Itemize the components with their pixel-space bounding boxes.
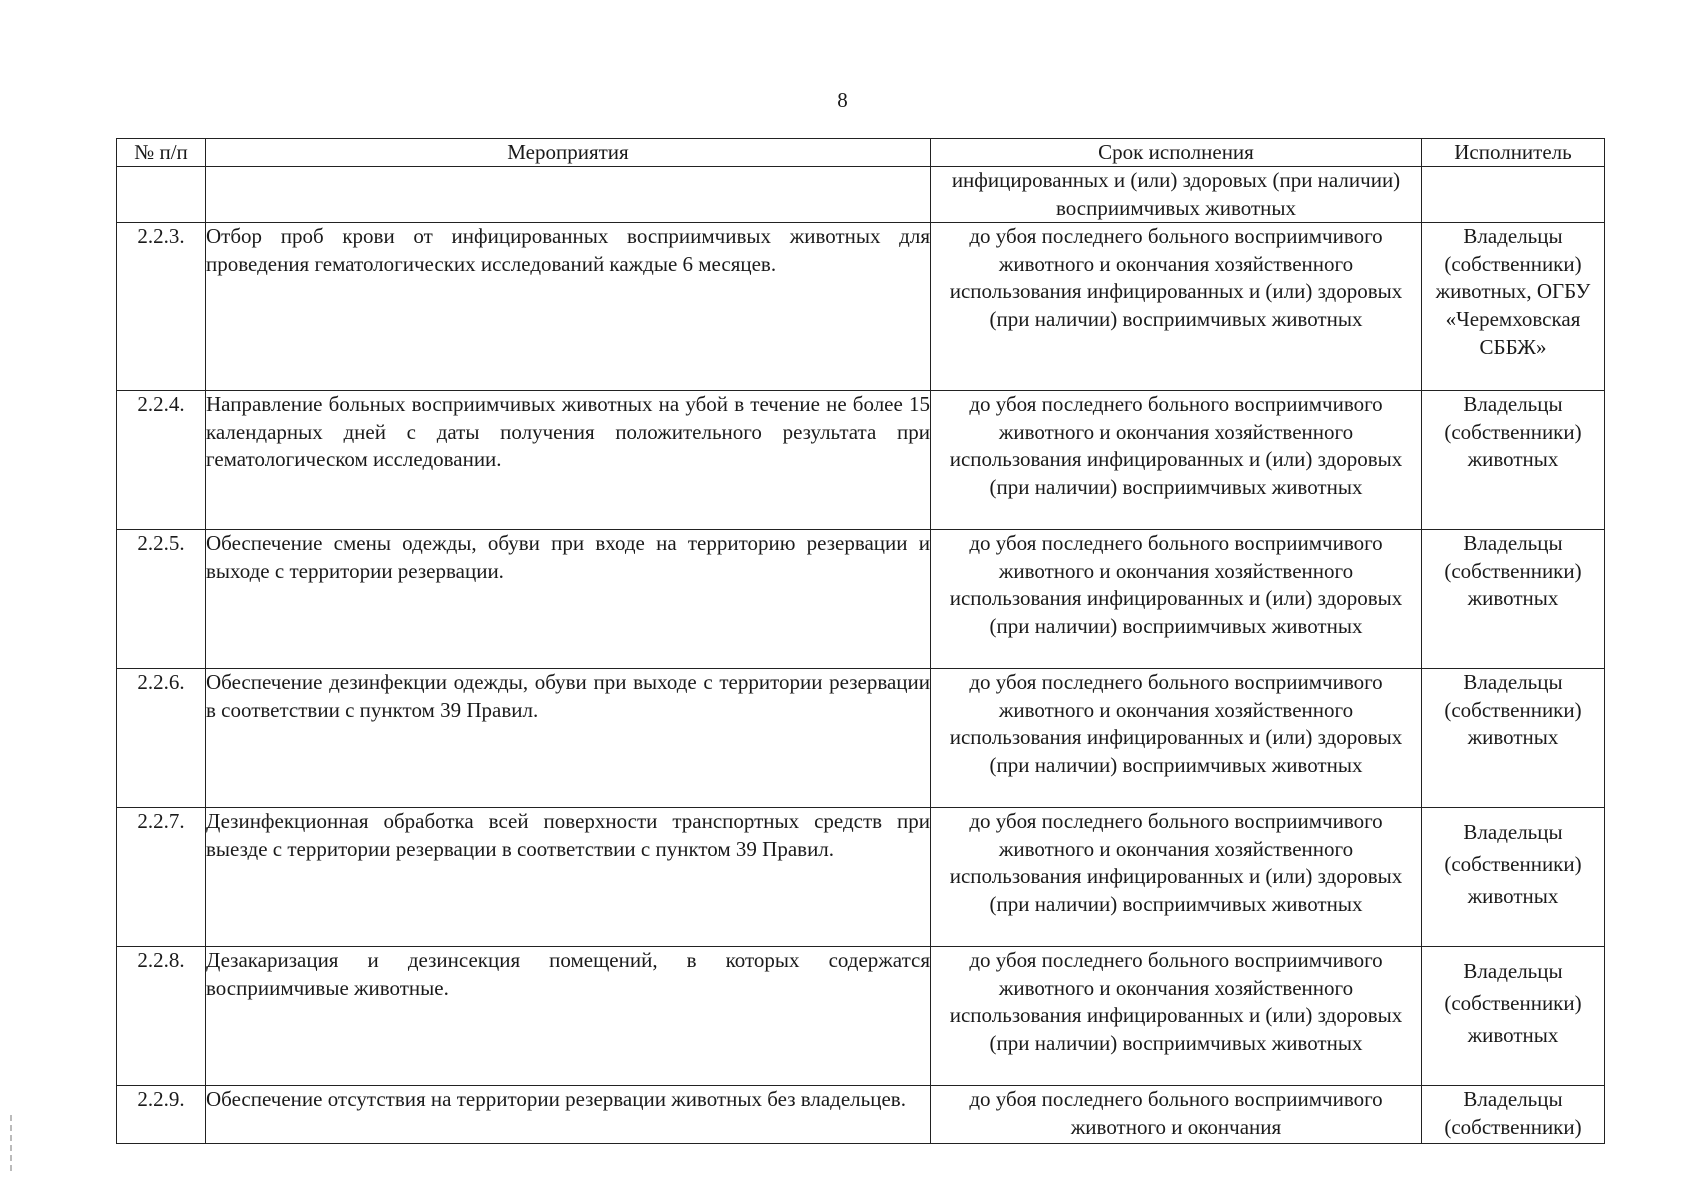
cell-activity: Обеспечение смены одежды, обуви при входе на территорию резервации и выходе с территории резервации. [206, 530, 931, 669]
header-term: Срок исполнения [931, 139, 1422, 167]
cell-num: 2.2.6. [117, 669, 206, 808]
cell-num: 2.2.3. [117, 223, 206, 391]
table-row [117, 669, 1605, 808]
cell-num: 2.2.4. [117, 391, 206, 530]
cell-term: до убоя последнего больного восприимчивого животного и окончания хозяйственного использования инфицированных и (или) здоровых (при наличии) восприимчивых животных [931, 669, 1422, 808]
cell-term: инфицированных и (или) здоровых (при наличии) восприимчивых животных [931, 167, 1422, 223]
table-row [117, 1086, 1605, 1144]
cell-executor: Владельцы (собственники) животных, ОГБУ «Черемховская СББЖ» [1422, 223, 1605, 391]
cell-executor: Владельцы (собственники) животных [1422, 669, 1605, 808]
cell-num: 2.2.5. [117, 530, 206, 669]
scan-margin-mark [10, 1115, 12, 1175]
cell-term: до убоя последнего больного восприимчивого животного и окончания [931, 1086, 1422, 1144]
cell-executor: Владельцы (собственники) животных [1422, 530, 1605, 669]
cell-term: до убоя последнего больного восприимчивого животного и окончания хозяйственного использования инфицированных и (или) здоровых (при наличии) восприимчивых животных [931, 947, 1422, 1086]
cell-executor: Владельцы (собственники) животных [1422, 947, 1605, 1086]
cell-term: до убоя последнего больного восприимчивого животного и окончания хозяйственного использования инфицированных и (или) здоровых (при наличии) восприимчивых животных [931, 530, 1422, 669]
cell-activity: Обеспечение дезинфекции одежды, обуви при выходе с территории резервации в соответствии с пунктом 39 Правил. [206, 669, 931, 808]
cell-num [117, 167, 206, 223]
cell-term: до убоя последнего больного восприимчивого животного и окончания хозяйственного использования инфицированных и (или) здоровых (при наличии) восприимчивых животных [931, 391, 1422, 530]
cell-activity: Отбор проб крови от инфицированных восприимчивых животных для проведения гематологических исследований каждые 6 месяцев. [206, 223, 931, 391]
table-row [117, 391, 1605, 530]
measures-table [116, 138, 1605, 1144]
table-row [117, 530, 1605, 669]
cell-executor: Владельцы (собственники) [1422, 1086, 1605, 1144]
cell-num: 2.2.7. [117, 808, 206, 947]
table-header-row [117, 139, 1605, 167]
cell-term: до убоя последнего больного восприимчивого животного и окончания хозяйственного использования инфицированных и (или) здоровых (при наличии) восприимчивых животных [931, 223, 1422, 391]
cell-executor: Владельцы (собственники) животных [1422, 808, 1605, 947]
cell-activity: Дезакаризация и дезинсекция помещений, в которых содержатся восприимчивые животные. [206, 947, 931, 1086]
cell-activity [206, 167, 931, 223]
cell-num: 2.2.9. [117, 1086, 206, 1144]
cell-activity: Направление больных восприимчивых животных на убой в течение не более 15 календарных дней с даты получения положительного результата при гематологическом исследовании. [206, 391, 931, 530]
cell-executor [1422, 167, 1605, 223]
header-activity: Мероприятия [206, 139, 931, 167]
table-row-continuation [117, 167, 1605, 223]
page-number: 8 [837, 88, 848, 112]
table-row [117, 808, 1605, 947]
cell-num: 2.2.8. [117, 947, 206, 1086]
cell-term: до убоя последнего больного восприимчивого животного и окончания хозяйственного использования инфицированных и (или) здоровых (при наличии) восприимчивых животных [931, 808, 1422, 947]
table-row [117, 223, 1605, 391]
header-executor: Исполнитель [1422, 139, 1605, 167]
header-num: № п/п [117, 139, 206, 167]
cell-activity: Обеспечение отсутствия на территории резервации животных без владельцев. [206, 1086, 931, 1144]
cell-executor: Владельцы (собственники) животных [1422, 391, 1605, 530]
cell-activity: Дезинфекционная обработка всей поверхности транспортных средств при выезде с территории резервации в соответствии с пунктом 39 Правил. [206, 808, 931, 947]
table-row [117, 947, 1605, 1086]
